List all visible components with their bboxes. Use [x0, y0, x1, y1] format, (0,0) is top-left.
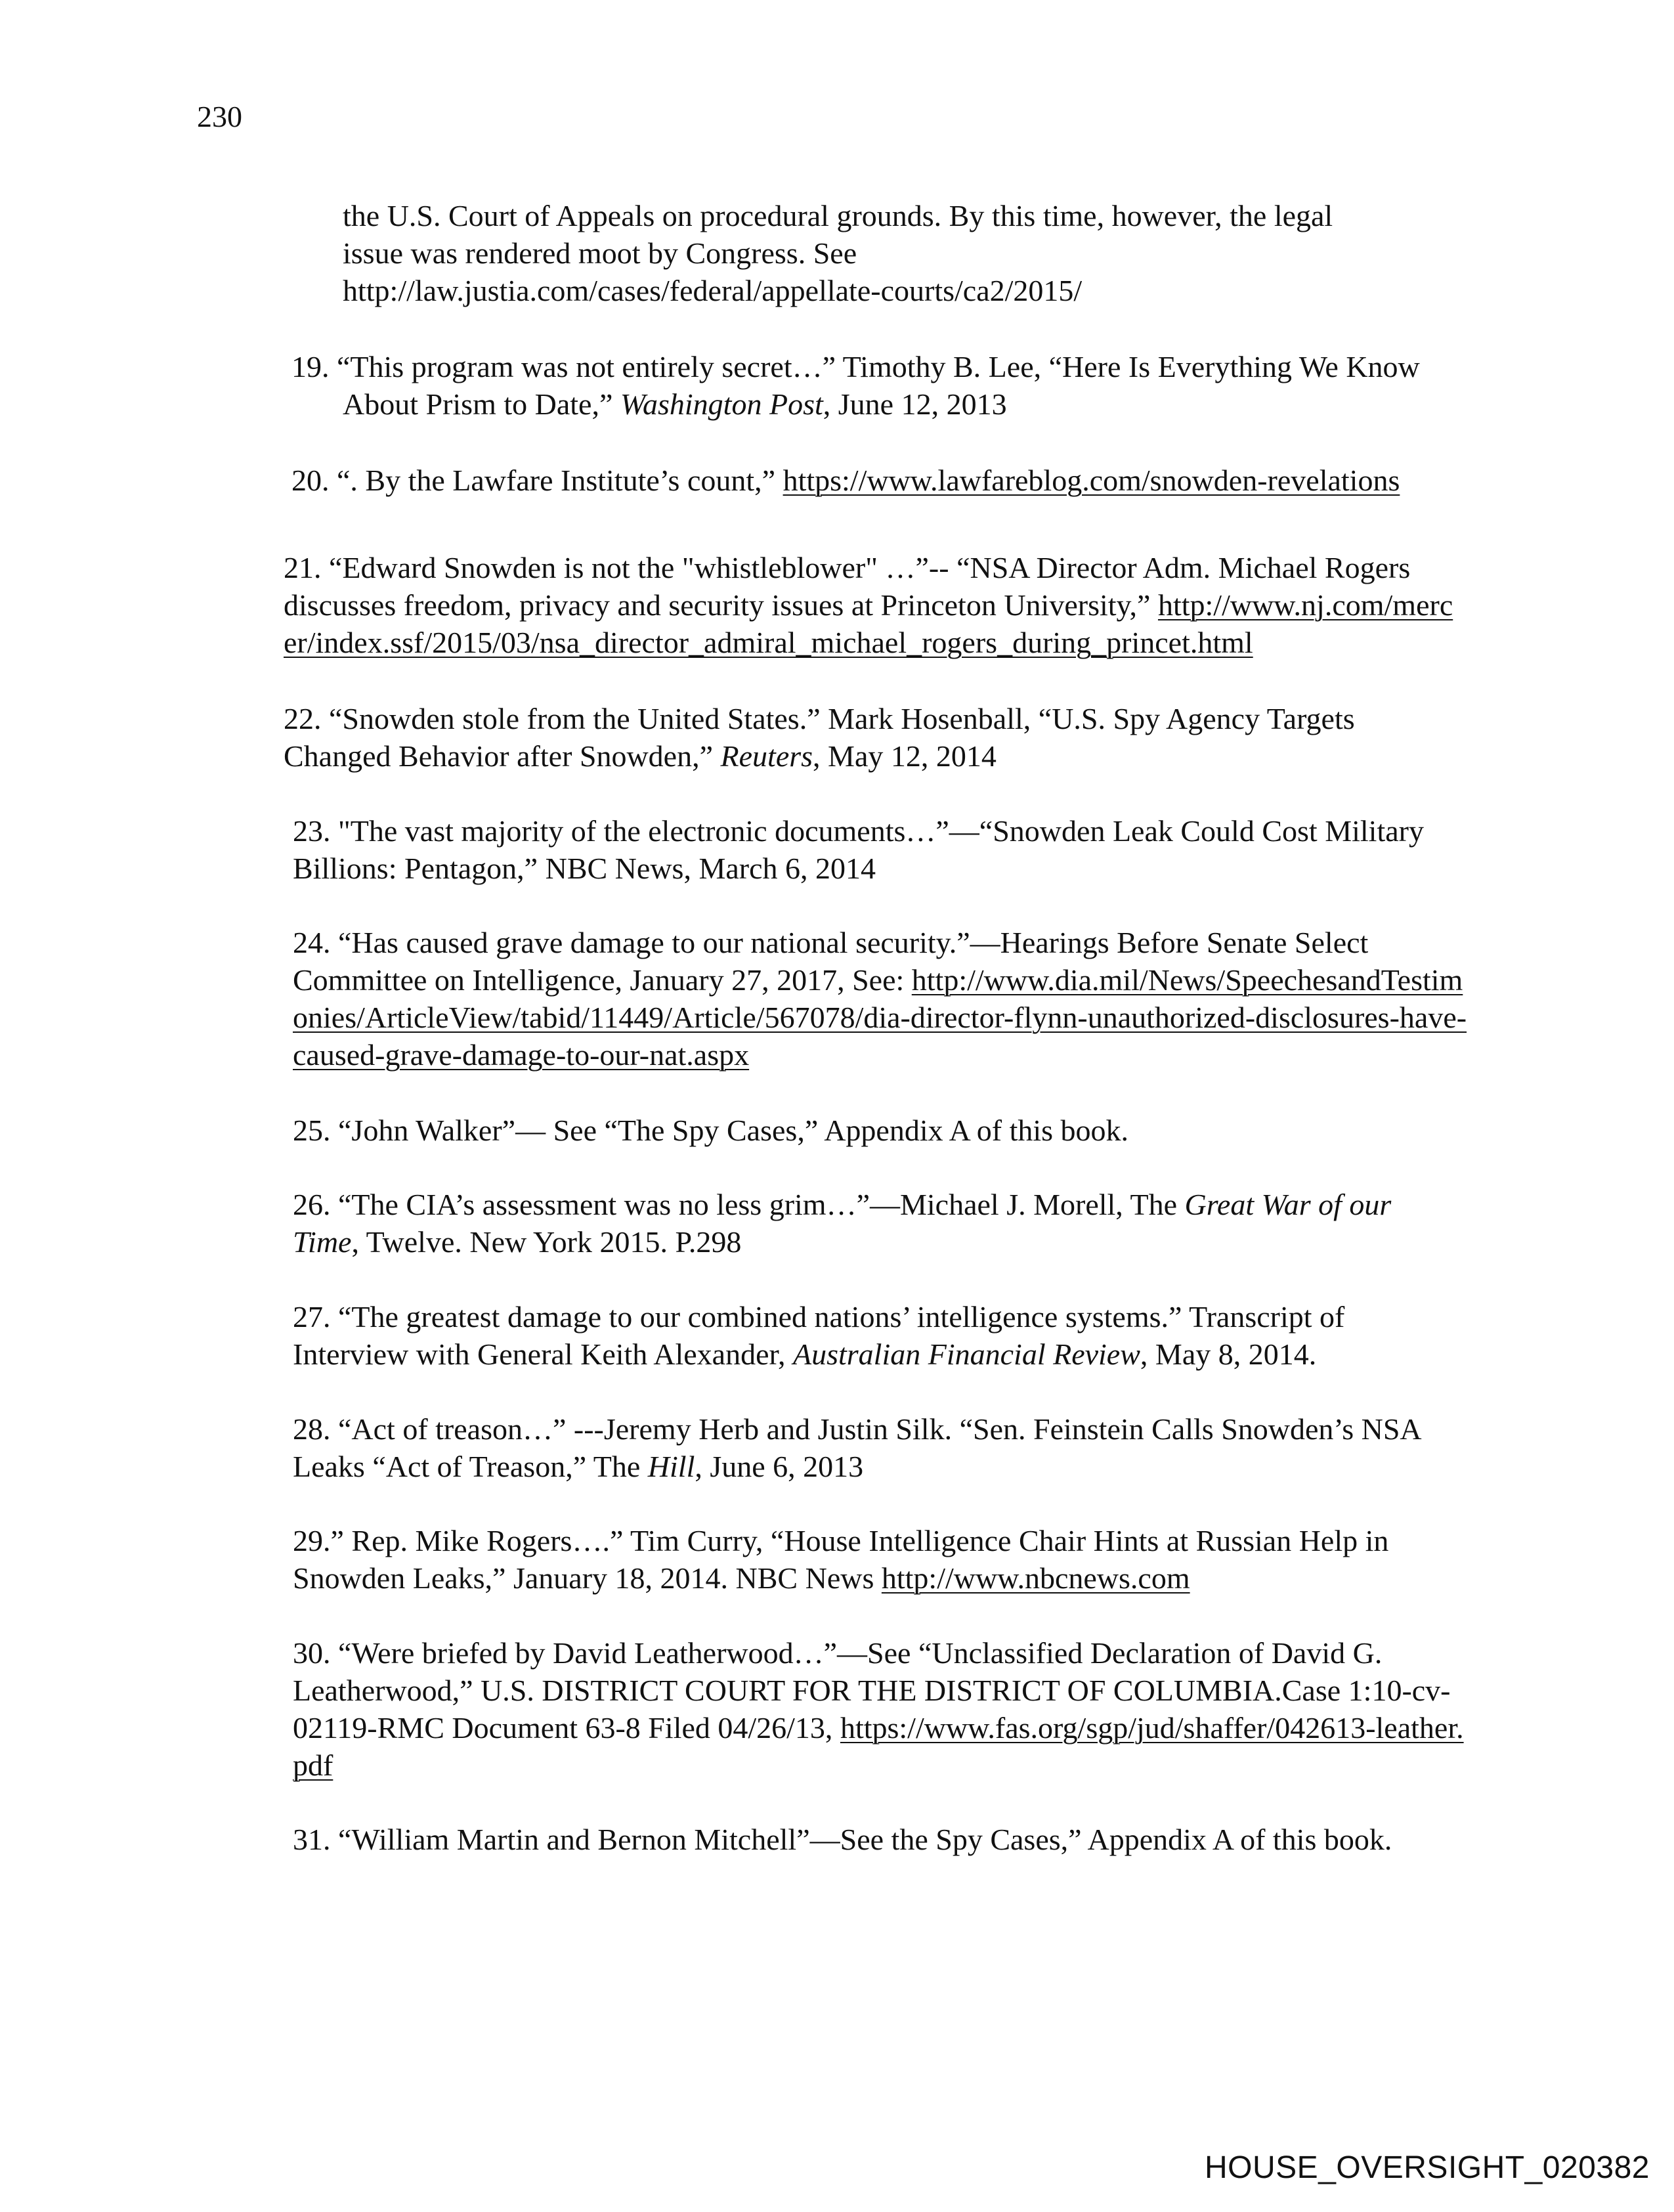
note-22-text: “Snowden stole from the United States.” Mark Hosenball, “U.S. Spy Agency Targets Changed Behavior after Snowden,” [284, 702, 1355, 773]
note-28 [293, 1410, 1468, 1485]
note-22-date: , May 12, 2014 [813, 739, 997, 773]
note-29-link[interactable]: http://www.nbcnews.com [881, 1561, 1190, 1595]
note-21-number: 21. [284, 551, 322, 584]
note-19-date: , June 12, 2013 [823, 387, 1007, 421]
note-28-publication: Hill [647, 1450, 695, 1483]
note-18-line-1: the U.S. Court of Appeals on procedural grounds. By this time, however, the legal [343, 199, 1333, 232]
note-26-book-title: Great War of our Time [293, 1188, 1392, 1259]
note-27-publication: Australian Financial Review [793, 1337, 1140, 1371]
note-26-publisher: , Twelve. New York 2015. P.298 [351, 1225, 742, 1259]
note-25-text: “John Walker”— See “The Spy Cases,” Appendix A of this book. [338, 1114, 1129, 1147]
note-23-number: 23. [293, 814, 331, 848]
note-26 [293, 1186, 1448, 1261]
note-27-text: “The greatest damage to our combined nations’ intelligence systems.” Transcript of Interview with General Keith Alexander, [293, 1300, 1345, 1371]
page-number: 230 [197, 100, 242, 133]
note-22 [284, 700, 1459, 775]
note-23 [293, 812, 1435, 887]
note-30-text: “Were briefed by David Leatherwood…”—See “Unclassified Declaration of David G. Leatherwood,” U.S. DISTRICT COURT FOR THE DISTRICT OF COLUMBIA.Case 1:10-cv-02119-RMC Document 63-8 Filed 04/26/13, [293, 1636, 1451, 1745]
note-30-link[interactable]: https://www.fas.org/sgp/jud/shaffer/042613-leather.pdf [293, 1711, 1464, 1782]
note-22-number: 22. [284, 702, 322, 735]
note-26-text: “The CIA’s assessment was no less grim…”—Michael J. Morell, The [338, 1188, 1177, 1221]
note-22-publication: Reuters [720, 739, 813, 773]
note-29-number: 29.” [293, 1524, 344, 1557]
note-21 [284, 549, 1465, 661]
note-19-publication: Washington Post [620, 387, 823, 421]
note-24-link[interactable]: http://www.dia.mil/News/SpeechesandTestimonies/ArticleView/tabid/11449/Article/567078/dia-director-flynn-unauthorized-disclosures-have-caused-grave-damage-to-our-nat.aspx [293, 963, 1467, 1072]
note-28-date: , June 6, 2013 [695, 1450, 864, 1483]
note-20-link[interactable]: https://www.lawfareblog.com/snowden-revelations [783, 464, 1400, 497]
note-18-line-2: issue was rendered moot by Congress. See [343, 236, 857, 270]
note-25 [293, 1112, 1468, 1149]
note-21-text: “Edward Snowden is not the "whistleblower" …”-- “NSA Director Adm. Michael Rogers discusses freedom, privacy and security issues at Princeton University,” [284, 551, 1411, 622]
note-28-number: 28. [293, 1412, 331, 1446]
note-31-number: 31. [293, 1823, 331, 1856]
note-18-continuation [343, 197, 1459, 309]
note-30 [293, 1634, 1468, 1784]
note-31-text: “William Martin and Bernon Mitchell”—See the Spy Cases,” Appendix A of this book. [338, 1823, 1392, 1856]
note-18-url: http://law.justia.com/cases/federal/appellate-courts/ca2/2015/ [343, 274, 1083, 307]
note-19 [291, 348, 1492, 423]
note-23-text: "The vast majority of the electronic documents…”—“Snowden Leak Could Cost Military Billions: Pentagon,” NBC News, March 6, 2014 [293, 814, 1424, 885]
note-20-number: 20. [291, 464, 330, 497]
bates-stamp: HOUSE_OVERSIGHT_020382 [1205, 2150, 1650, 2185]
note-20 [291, 462, 1419, 499]
note-29-text: Rep. Mike Rogers….” Tim Curry, “House Intelligence Chair Hints at Russian Help in Snowden Leaks,” January 18, 2014. NBC News [293, 1524, 1389, 1595]
note-24-number: 24. [293, 926, 331, 959]
note-19-number: 19. [291, 350, 330, 383]
note-29 [293, 1522, 1488, 1597]
note-28-text: “Act of treason…” ---Jeremy Herb and Justin Silk. “Sen. Feinstein Calls Snowden’s NSA Leaks “Act of Treason,” The [293, 1412, 1421, 1483]
note-26-number: 26. [293, 1188, 331, 1221]
note-25-number: 25. [293, 1114, 331, 1147]
note-30-number: 30. [293, 1636, 331, 1670]
note-21-link[interactable]: http://www.nj.com/mercer/index.ssf/2015/03/nsa_director_admiral_michael_rogers_during_princet.html [284, 588, 1453, 659]
note-27-date: , May 8, 2014. [1140, 1337, 1317, 1371]
note-31 [293, 1821, 1448, 1858]
note-24 [293, 924, 1468, 1073]
note-27 [293, 1298, 1468, 1373]
note-27-number: 27. [293, 1300, 331, 1334]
note-19-text: “This program was not entirely secret…” Timothy B. Lee, “Here Is Everything We Know About Prism to Date,” [337, 350, 1420, 421]
note-24-text: “Has caused grave damage to our national security.”—Hearings Before Senate Select Committee on Intelligence, January 27, 2017, See: [293, 926, 1369, 997]
note-20-text: “. By the Lawfare Institute’s count,” [337, 464, 776, 497]
